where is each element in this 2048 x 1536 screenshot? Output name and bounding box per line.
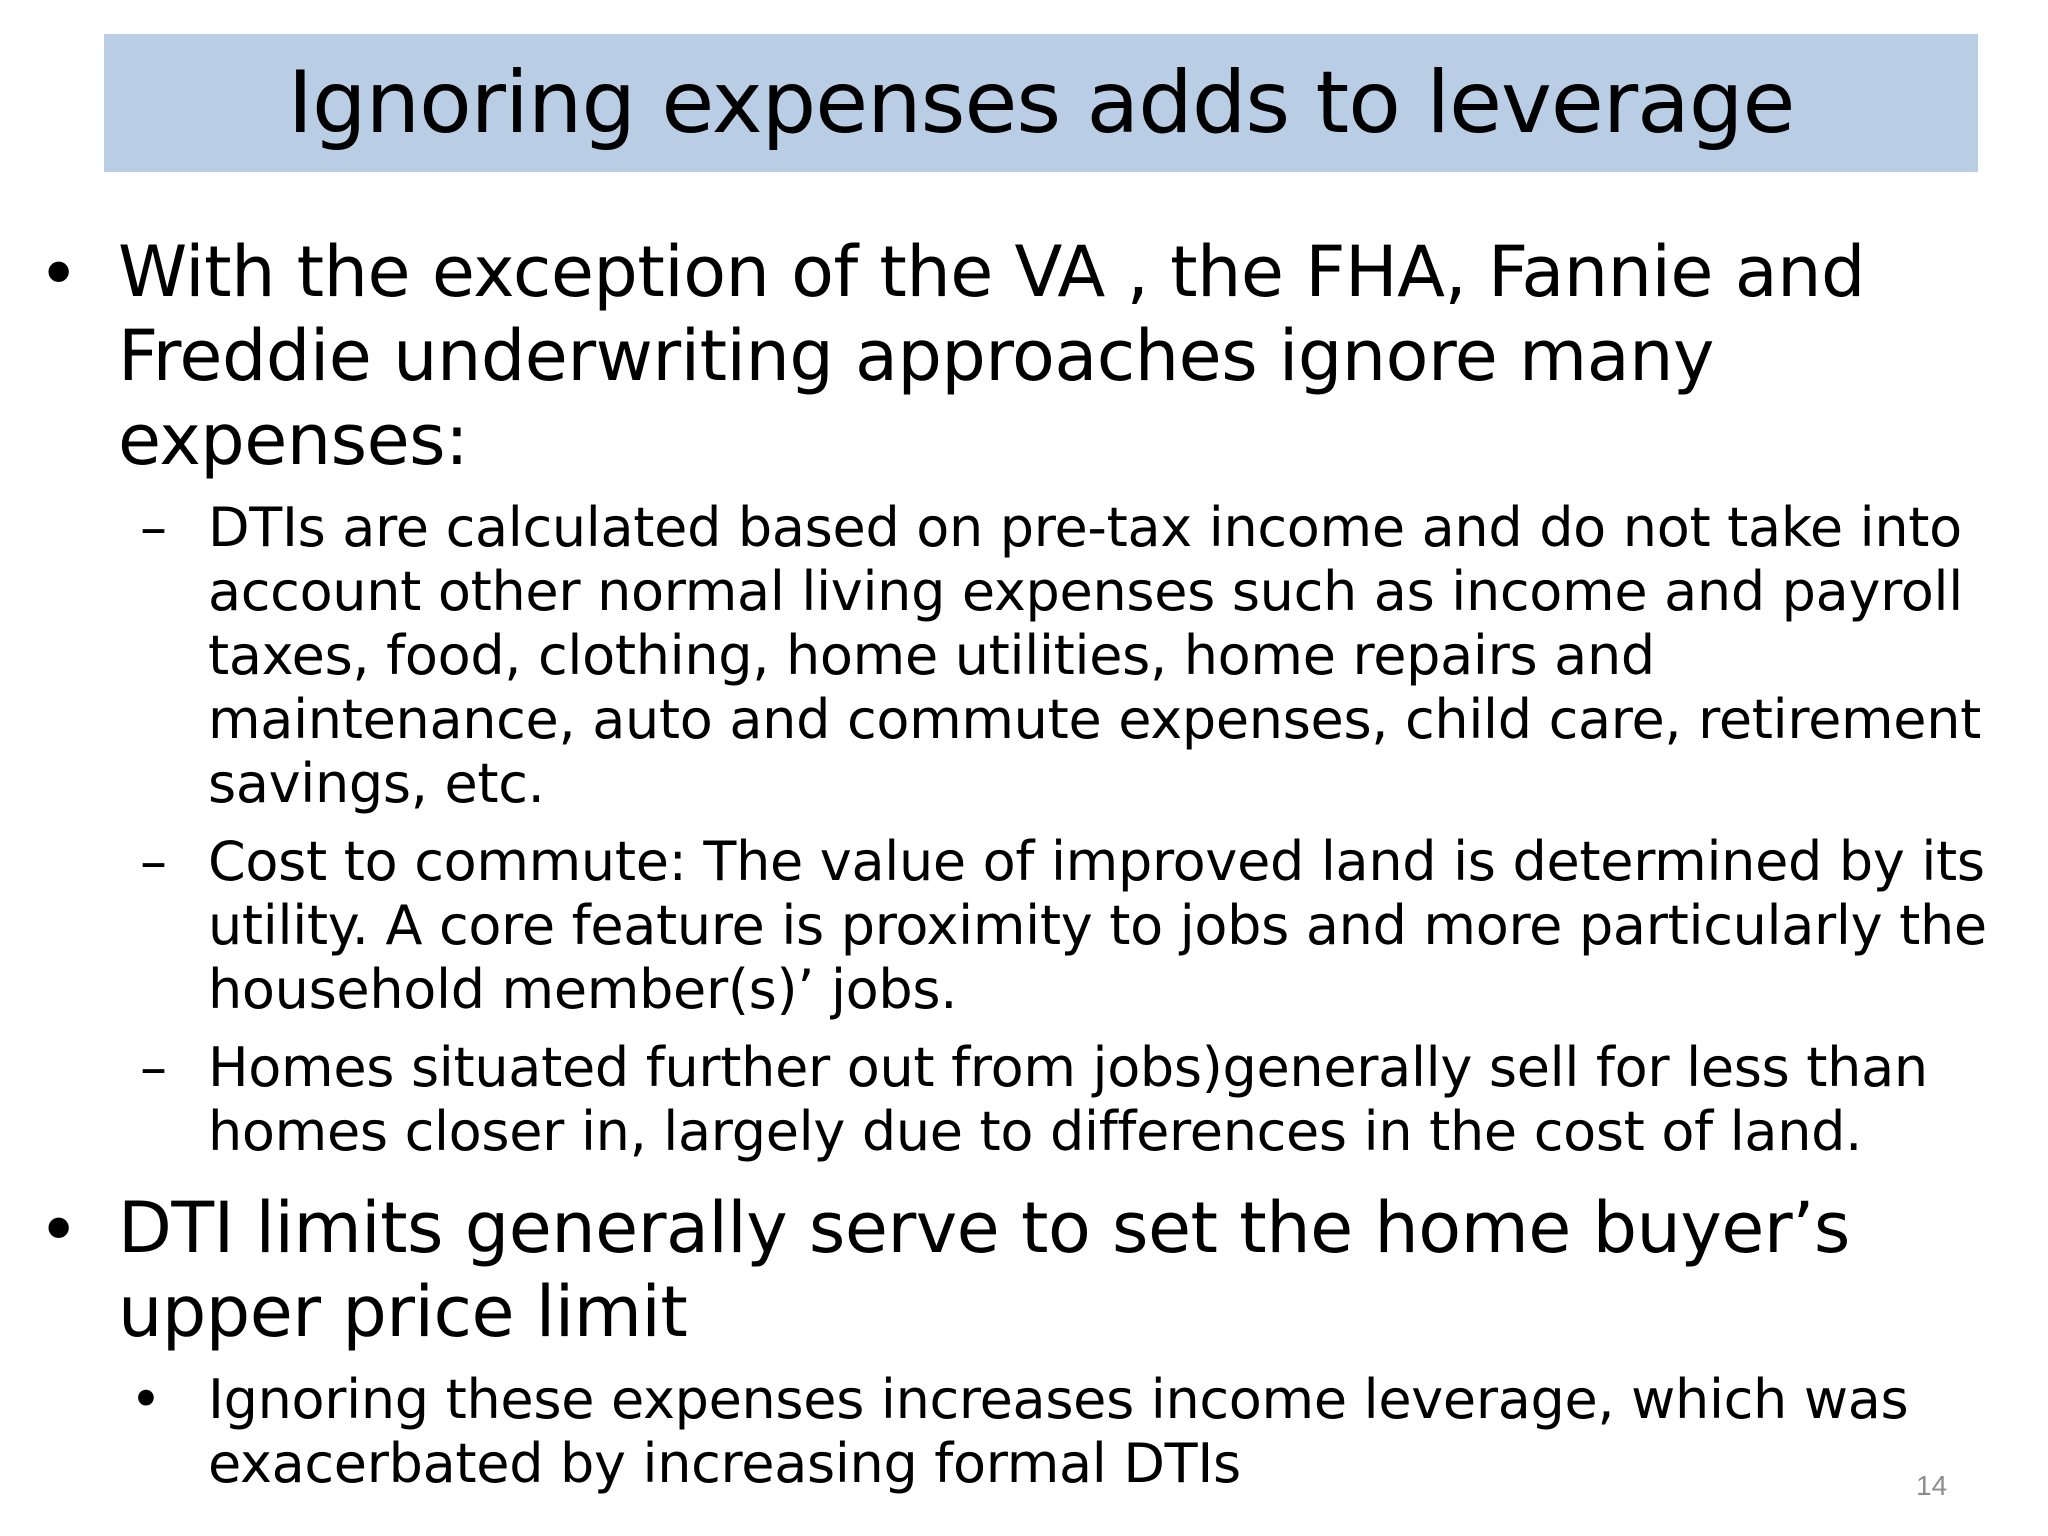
sub-bullet-text-3: Homes situated further out from jobs)generally sell for less than homes closer in, largely due to differences in the cost of land.: [208, 1036, 1928, 1163]
sub-bullet-text-1: DTIs are calculated based on pre-tax income and do not take into account other normal living expenses such as income and payroll taxes, food, clothing, home utilities, home repairs and maintenance, auto and commute expenses, child care, retirement savings, etc.: [208, 496, 1982, 815]
dash-marker: –: [140, 1036, 167, 1099]
sub-bullet-marker: •: [130, 1368, 162, 1431]
sub-bullet-text-2: Cost to commute: The value of improved land is determined by its utility. A core feature is proximity to jobs and more particularly the household member(s)’ jobs.: [208, 830, 1987, 1021]
slide-title: Ignoring expenses adds to leverage: [287, 53, 1795, 153]
dash-marker: –: [140, 830, 167, 893]
bullet-text-2: DTI limits generally serve to set the home buyer’s upper price limit: [118, 1187, 1850, 1353]
bullet-marker: •: [38, 233, 79, 315]
dash-marker: –: [140, 496, 167, 559]
bullet-marker: •: [38, 1189, 79, 1271]
page-number: 14: [1916, 1470, 1948, 1501]
sub-bullet-text-4: Ignoring these expenses increases income leverage, which was exacerbated by increasing formal DTIs: [208, 1368, 1909, 1495]
bullet-text-1: With the exception of the VA , the FHA, Fannie and Freddie underwriting approaches ignore many expenses:: [118, 231, 1865, 481]
